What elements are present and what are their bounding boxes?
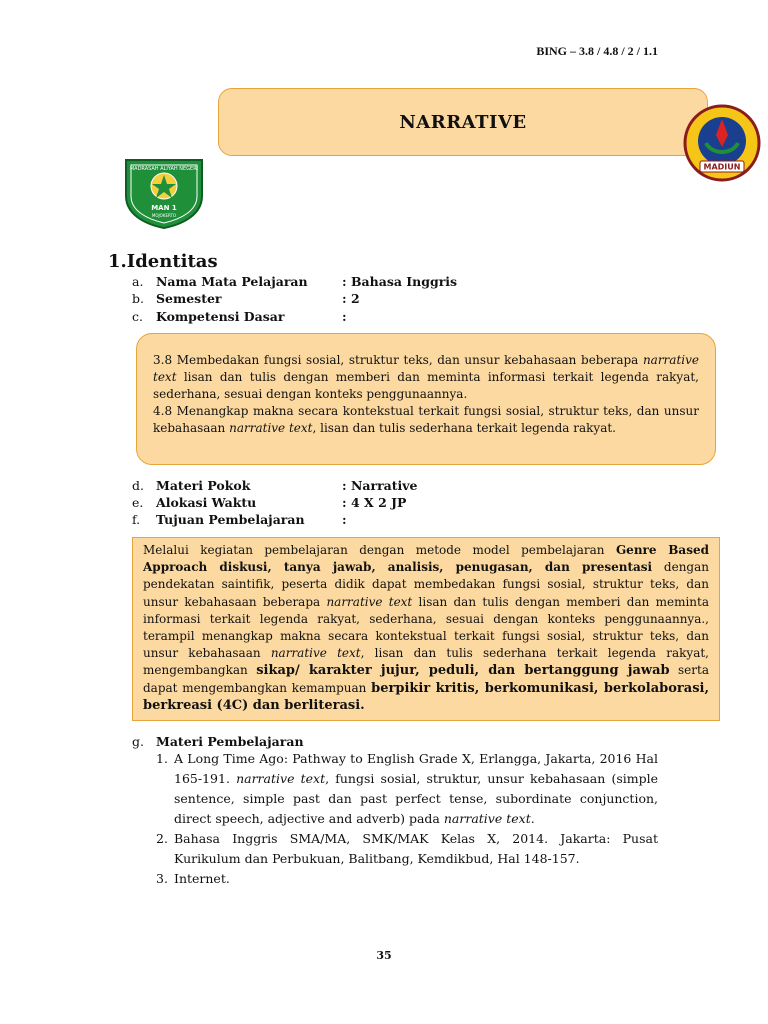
kd-italic: narrative text [153,353,699,384]
identity-row-alokasi [132,495,406,510]
tujuan-bold: berpikir kritis, berkomunikasi, berkolaborasi, berkreasi (4C) dan berliterasi. [143,680,709,713]
materi-pembelajaran-heading [132,734,304,749]
row-letter: d. [132,478,144,493]
tujuan-text: dengan pendekatan saintifik, peserta didik dapat membedakan fungsi sosial, struktur teks, dan unsur kebahasaan beberapa [143,560,709,609]
row-label: Kompetensi Dasar [156,309,285,324]
row-label: Alokasi Waktu [156,495,257,510]
list-item [156,869,658,889]
list-number: 1. [156,751,168,766]
row-value: : 2 [342,291,360,306]
row-value: : Narrative [342,478,418,493]
list-item [156,829,658,869]
man1-mojokerto-logo [118,156,210,230]
ref-text: Bahasa Inggris SMA/MA, SMK/MAK Kelas X, 2014. Jakarta: Pusat Kurikulum dan Perbukuan, Balitbang, Kemdikbud, Hal 148-157. [174,831,658,866]
identity-row-tujuan [132,512,347,527]
svg-text:MADIUN: MADIUN [703,162,741,172]
svg-text:MAN 1: MAN 1 [151,204,177,212]
identity-row-materi-pokok [132,478,418,493]
svg-text:MOJOKERTO: MOJOKERTO [151,213,177,218]
tujuan-italic: narrative text [326,594,413,609]
tujuan-italic: narrative text [270,646,361,661]
kd-italic: narrative text [229,421,313,435]
tujuan-bold: sikap/ karakter jujur, peduli, dan bertanggung jawab [256,663,670,679]
kd-paragraph-3-8 [153,352,699,403]
identity-row-kd [132,309,347,324]
row-value: : Bahasa Inggris [342,274,458,289]
row-letter: c. [132,309,143,324]
row-label: Materi Pokok [156,478,251,493]
row-letter: f. [132,512,141,527]
row-letter: e. [132,495,144,510]
row-value: : 4 X 2 JP [342,495,407,510]
page-number: 35 [376,949,392,962]
kd-text: lisan dan tulis dengan memberi dan meminta informasi terkait legenda rakyat, sederhana, sesuai dengan konteks penggunaannya. [153,370,699,401]
row-letter: a. [132,274,144,289]
ref-text: , fungsi sosial, struktur, unsur kebahasaan (simple sentence, simple past dan past perfect tense, subordinate conjunction, direct speech, adjective and adverb) pada [174,771,659,826]
list-number: 3. [156,871,168,886]
row-value: : [342,309,347,324]
title-banner [218,88,708,156]
ref-text: . [530,811,535,826]
ref-italic: narrative text [443,811,531,826]
kd-text: , lisan dan tulis sederhana terkait legenda rakyat. [312,421,616,435]
ref-italic: narrative text [236,771,326,786]
tujuan-pembelajaran-box [132,537,720,721]
row-label: Tujuan Pembelajaran [156,512,305,527]
ref-text: Internet. [174,871,230,886]
tujuan-bold: Genre Based Approach diskusi, tanya jawab, analisis, penugasan, dan presentasi [143,543,709,575]
kd-text: 3.8 Membedakan fungsi sosial, struktur teks, dan unsur kebahasaan beberapa [153,353,643,367]
reference-list [156,749,658,889]
tujuan-text: lisan dan tulis dengan memberi dan meminta informasi terkait legenda rakyat, sederhana, sesuai dengan konteks penggunaannya., terampil menangkap makna secara kontekstual terkait fungsi sosial, struktur teks, dan unsur kebahasaan [143,594,709,661]
row-label: Materi Pembelajaran [156,734,304,749]
kompetensi-dasar-box [136,333,716,465]
madiun-logo [682,103,762,185]
row-letter: b. [132,291,144,306]
document-code: BING – 3.8 / 4.8 / 2 / 1.1 [536,44,658,58]
page-title: NARRATIVE [399,111,527,133]
row-label: Nama Mata Pelajaran [156,274,308,289]
row-letter: g. [132,734,144,749]
section-heading-identitas: 1.Identitas [108,251,218,272]
identity-row-semester [132,291,360,306]
kd-paragraph-4-8 [153,403,699,437]
tujuan-text: , lisan dan tulis sederhana terkait legenda rakyat, mengembangkan [143,646,709,678]
kd-text: 4.8 Menangkap makna secara kontekstual terkait fungsi sosial, struktur teks, dan unsur kebahasaan [153,404,699,435]
list-number: 2. [156,831,168,846]
svg-text:MADRASAH ALIYAH NEGERI: MADRASAH ALIYAH NEGERI [129,166,199,172]
identity-row-mapel [132,274,457,289]
list-item [156,749,658,829]
ref-text: A Long Time Ago: Pathway to English Grade X, Erlangga, Jakarta, 2016 Hal 165-191. [174,751,658,786]
row-label: Semester [156,291,222,306]
row-value: : [342,512,347,527]
tujuan-text: serta dapat mengembangkan kemampuan [143,663,709,695]
tujuan-text: Melalui kegiatan pembelajaran dengan metode model pembelajaran [143,543,616,557]
